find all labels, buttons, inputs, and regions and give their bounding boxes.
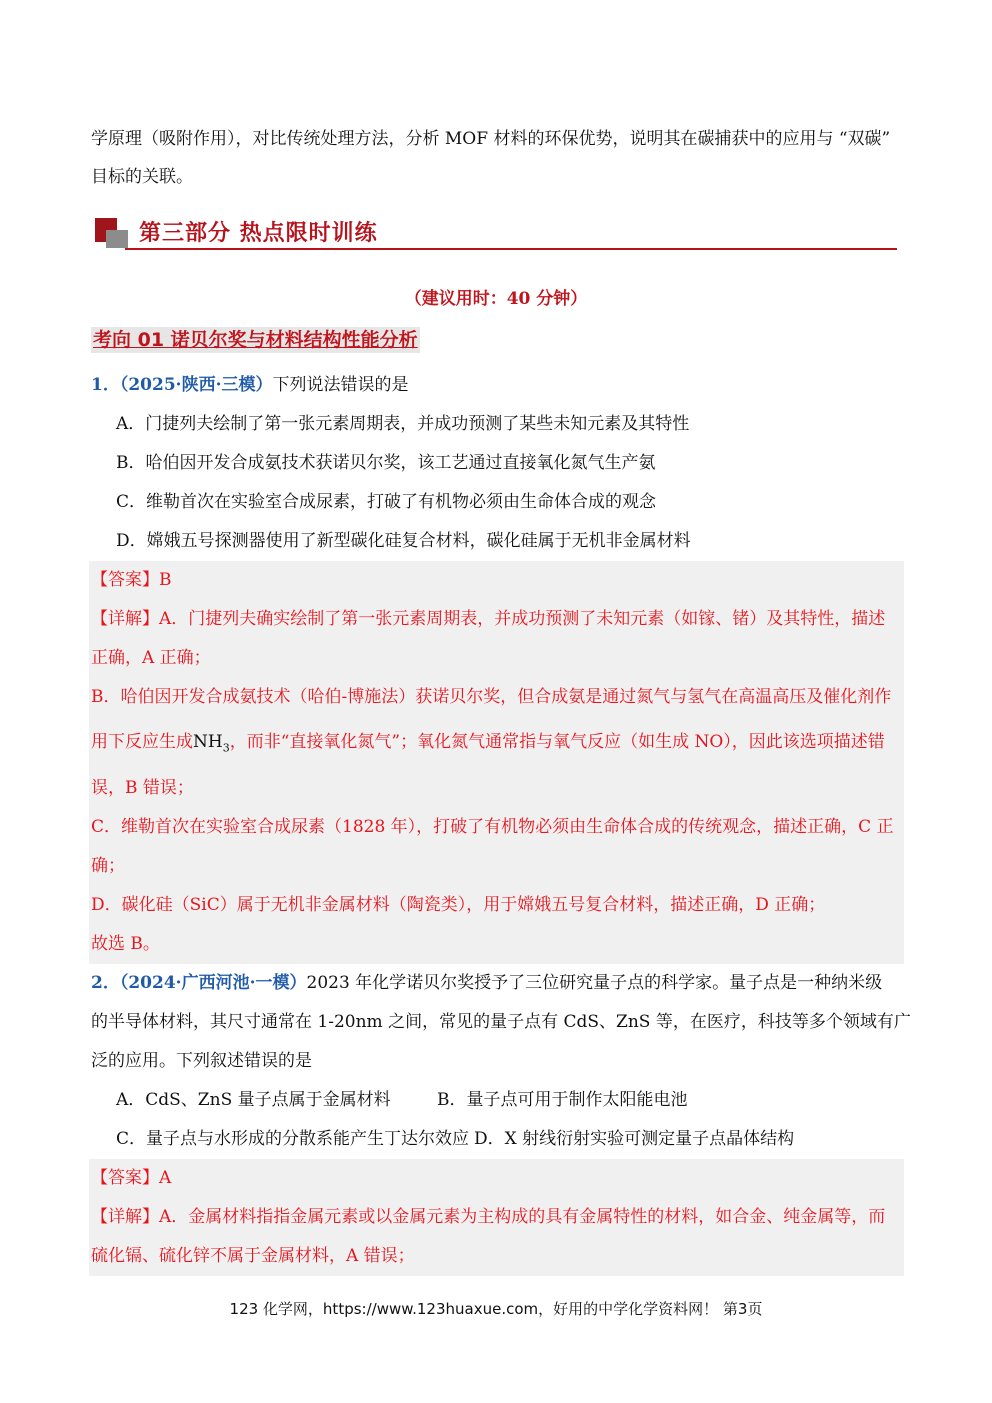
formula-main: NH [193,732,223,752]
question-text: 2023 年化学诺贝尔奖授予了三位研究量子点的科学家。量子点是一种纳米级 [306,973,883,993]
q2-option-a: A．CdS、ZnS 量子点属于金属材料 [116,1090,391,1110]
section-square-shadow-icon [106,230,128,248]
topic-heading: 考向 01 诺贝尔奖与材料结构性能分析 [93,329,418,351]
intro-line-2: 目标的关联。 [91,167,193,187]
answer-label: 【答案】 [91,1168,159,1188]
answer-value: B [159,570,172,590]
question-2-stem [91,972,903,994]
q1-option-d: D．嫦娥五号探测器使用了新型碳化硅复合材料，碳化硅属于无机非金属材料 [116,531,691,551]
question-number: 1． [91,375,120,395]
question-number: 2． [91,973,120,993]
q2-option-d: D．X 射线衍射实验可测定量子点晶体结构 [474,1129,795,1149]
answer-label: 【答案】 [91,570,159,590]
q2-detail-line: 硫化镉、硫化锌不属于金属材料，A 错误； [91,1246,415,1266]
section-title: 第三部分 热点限时训练 [139,221,378,246]
question-source: （2025·陕西·三模） [119,375,273,395]
q1-detail-line: 确； [91,856,125,876]
q1-option-c: C．维勒首次在实验室合成尿素，打破了有机物必须由生命体合成的观念 [116,492,657,512]
page-footer: 123 化学网，https://www.123huaxue.com，好用的中学化学资料网！ 第3页 [229,1300,763,1318]
q1-answer [91,569,903,591]
q1-option-b: B．哈伯因开发合成氨技术获诺贝尔奖，该工艺通过直接氧化氮气生产氨 [116,453,656,473]
q2-option-c: C．量子点与水形成的分散系能产生丁达尔效应 [116,1129,470,1149]
q1-detail-line: 故选 B。 [91,934,160,954]
detail-text: 用下反应生成 [91,732,193,752]
q1-detail-line [91,731,903,759]
q2-option-b: B．量子点可用于制作太阳能电池 [437,1090,688,1110]
question-text: 下列说法错误的是 [272,375,409,395]
question-source: （2024·广西河池·一模） [119,973,307,993]
formula-nh3 [193,732,230,755]
q2-answer [91,1167,903,1189]
q2-detail-line [91,1206,903,1228]
detail-label: 【详解】 [91,609,159,629]
q1-detail-line: D．碳化硅（SiC）属于无机非金属材料（陶瓷类），用于嫦娥五号复合材料，描述正确，D 正确； [91,895,826,915]
formula-sub: 3 [222,741,230,755]
question-2-stem-line: 泛的应用。下列叙述错误的是 [91,1051,312,1071]
answer-value: A [159,1168,172,1188]
suggested-time: （建议用时：40 分钟） [404,289,588,309]
section-header [95,214,897,252]
detail-text: A．金属材料指指金属元素或以金属元素为主构成的具有金属特性的材料，如合金、纯金属等，而 [159,1207,886,1227]
question-2-stem-line: 的半导体材料，其尺寸通常在 1-20nm 之间，常见的量子点有 CdS、ZnS 等，在医疗，科技等多个领域有广 [91,1012,911,1032]
question-1-stem [91,374,903,396]
q1-option-a: A．门捷列夫绘制了第一张元素周期表，并成功预测了某些未知元素及其特性 [116,414,690,434]
q1-detail-line: 正确，A 正确； [91,648,211,668]
detail-text: ，而非“直接氧化氮气”；氧化氮气通常指与氧气反应（如生成 NO），因此该选项描述错 [229,732,885,752]
q1-detail-line: 误，B 错误； [91,778,194,798]
q1-detail-line: C．维勒首次在实验室合成尿素（1828 年），打破了有机物必须由生命体合成的传统观念，描述正确，C 正 [91,817,894,837]
section-rule [125,248,897,250]
q1-detail-line: B．哈伯因开发合成氨技术（哈伯-博施法）获诺贝尔奖，但合成氨是通过氮气与氢气在高温高压及催化剂作 [91,687,892,707]
q1-detail-line [91,608,903,630]
intro-line-1: 学原理（吸附作用），对比传统处理方法，分析 MOF 材料的环保优势，说明其在碳捕获中的应用与 “双碳” [91,129,891,149]
detail-label: 【详解】 [91,1207,159,1227]
detail-text: A．门捷列夫确实绘制了第一张元素周期表，并成功预测了未知元素（如镓、锗）及其特性，描述 [159,609,886,629]
